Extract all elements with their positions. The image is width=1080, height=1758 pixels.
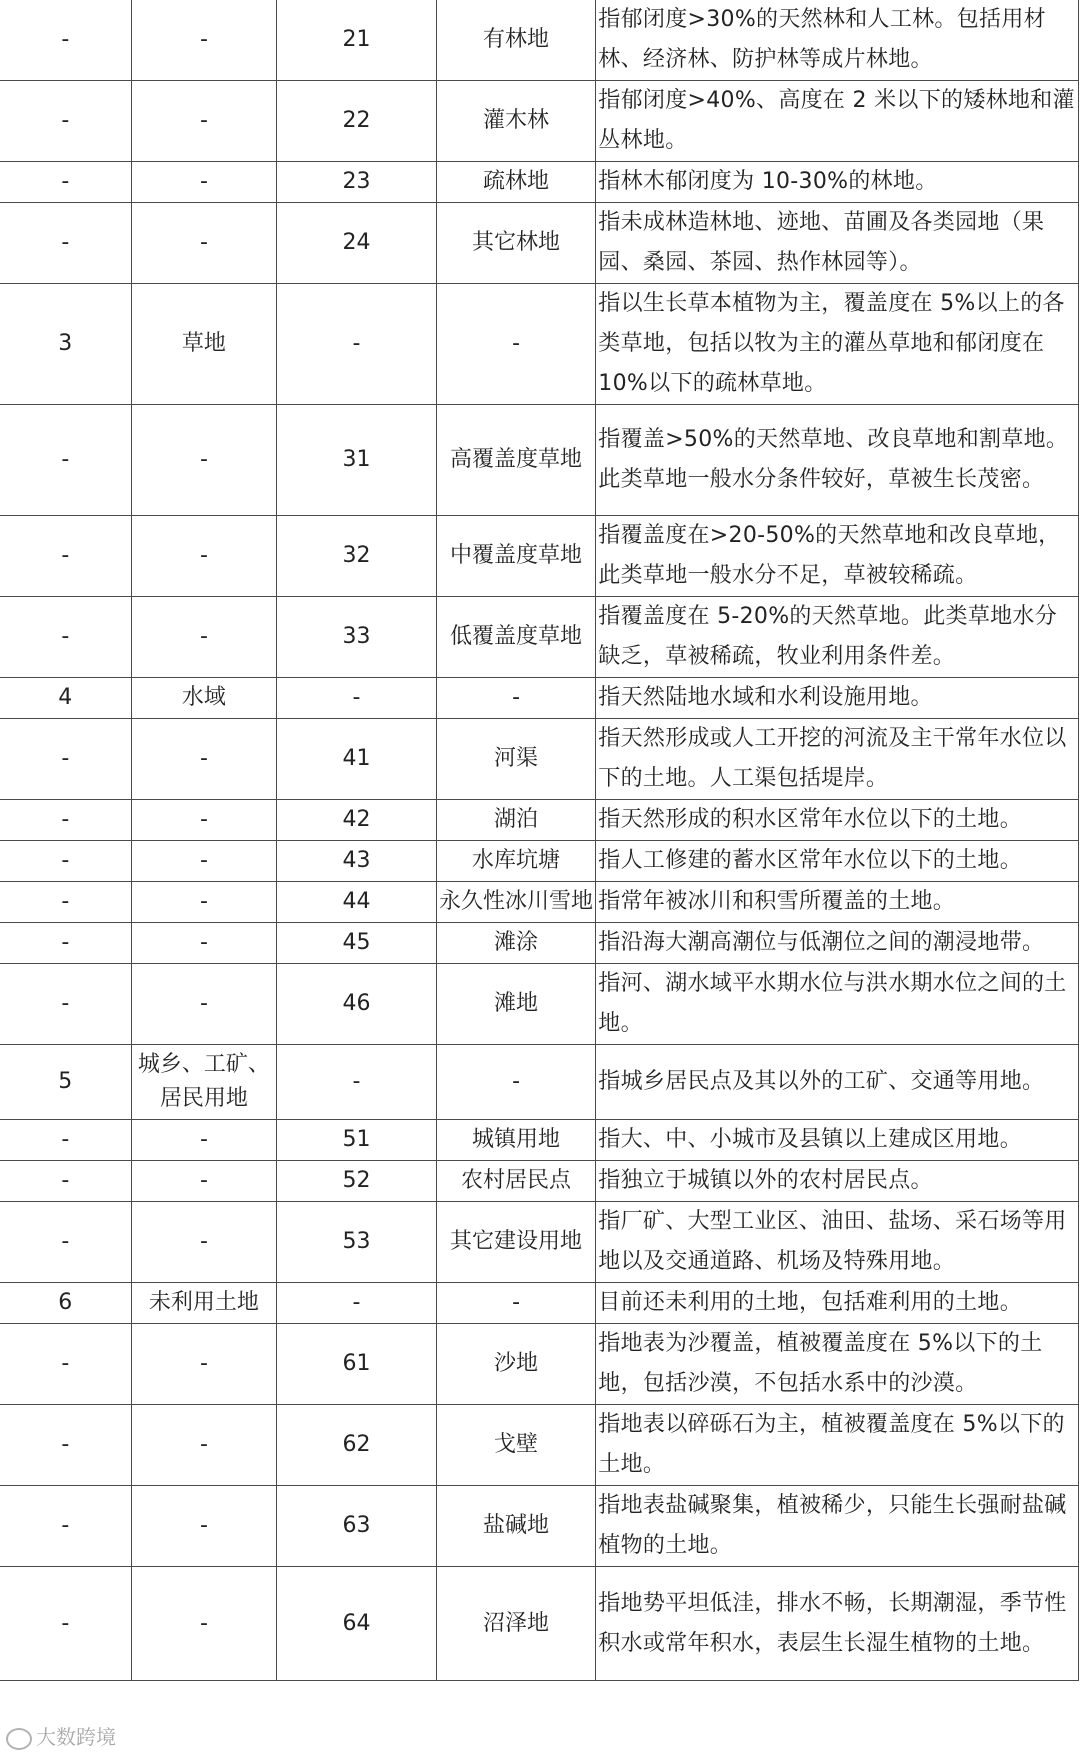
subcode-cell: 46 (277, 964, 437, 1045)
subcategory-cell: 其它林地 (436, 203, 596, 284)
subcategory-cell: 城镇用地 (436, 1120, 596, 1161)
subcode-cell: 43 (277, 841, 437, 882)
category-cell: 草地 (131, 284, 277, 405)
subcategory-cell: 沼泽地 (436, 1567, 596, 1681)
table-row (0, 1120, 1079, 1161)
watermark-text: 大数跨境 (36, 1725, 116, 1749)
category-cell: - (131, 923, 277, 964)
subcode-cell: 23 (277, 162, 437, 203)
subcategory-cell: 农村居民点 (436, 1161, 596, 1202)
description-cell: 指地势平坦低洼，排水不畅，长期潮湿，季节性积水或常年积水，表层生长湿生植物的土地。 (596, 1567, 1079, 1681)
subcode-cell: 33 (277, 597, 437, 678)
description-cell: 指天然陆地水域和水利设施用地。 (596, 678, 1079, 719)
code-cell: - (0, 923, 131, 964)
subcategory-cell: 其它建设用地 (436, 1202, 596, 1283)
code-cell: - (0, 162, 131, 203)
subcode-cell: - (277, 284, 437, 405)
description-cell: 指郁闭度>40%、高度在 2 米以下的矮林地和灌丛林地。 (596, 81, 1079, 162)
description-cell: 指以生长草本植物为主，覆盖度在 5%以上的各类草地，包括以牧为主的灌丛草地和郁闭度在 10%以下的疏林草地。 (596, 284, 1079, 405)
table-row (0, 1567, 1079, 1681)
table-row (0, 284, 1079, 405)
subcode-cell: 52 (277, 1161, 437, 1202)
description-cell: 指厂矿、大型工业区、油田、盐场、采石场等用地以及交通道路、机场及特殊用地。 (596, 1202, 1079, 1283)
subcode-cell: 24 (277, 203, 437, 284)
description-cell: 指地表为沙覆盖，植被覆盖度在 5%以下的土地，包括沙漠，不包括水系中的沙漠。 (596, 1324, 1079, 1405)
subcode-cell: 32 (277, 516, 437, 597)
category-cell: - (131, 1405, 277, 1486)
code-cell: - (0, 1324, 131, 1405)
code-cell: 3 (0, 284, 131, 405)
code-cell: - (0, 964, 131, 1045)
category-cell: - (131, 1324, 277, 1405)
category-cell: - (131, 405, 277, 516)
code-cell: - (0, 203, 131, 284)
code-cell: - (0, 81, 131, 162)
category-cell: - (131, 0, 277, 81)
table-row (0, 81, 1079, 162)
description-cell: 指城乡居民点及其以外的工矿、交通等用地。 (596, 1045, 1079, 1120)
subcode-cell: 53 (277, 1202, 437, 1283)
subcategory-cell: 沙地 (436, 1324, 596, 1405)
code-cell: - (0, 841, 131, 882)
description-cell: 指人工修建的蓄水区常年水位以下的土地。 (596, 841, 1079, 882)
table-row (0, 1486, 1079, 1567)
description-cell: 指覆盖度在>20-50%的天然草地和改良草地，此类草地一般水分不足，草被较稀疏。 (596, 516, 1079, 597)
category-cell: - (131, 1486, 277, 1567)
table-row (0, 1161, 1079, 1202)
category-cell: 城乡、工矿、居民用地 (131, 1045, 277, 1120)
description-cell: 指天然形成或人工开挖的河流及主干常年水位以下的土地。人工渠包括堤岸。 (596, 719, 1079, 800)
subcode-cell: 51 (277, 1120, 437, 1161)
code-cell: - (0, 1120, 131, 1161)
description-cell: 目前还未利用的土地，包括难利用的土地。 (596, 1283, 1079, 1324)
category-cell: - (131, 964, 277, 1045)
description-cell: 指未成林造林地、迹地、苗圃及各类园地（果园、桑园、茶园、热作林园等）。 (596, 203, 1079, 284)
category-cell: - (131, 1120, 277, 1161)
subcategory-cell: 滩地 (436, 964, 596, 1045)
subcategory-cell: 灌木林 (436, 81, 596, 162)
subcode-cell: 62 (277, 1405, 437, 1486)
table-row (0, 964, 1079, 1045)
table-row (0, 1405, 1079, 1486)
category-cell: - (131, 162, 277, 203)
category-cell: - (131, 516, 277, 597)
subcategory-cell: 盐碱地 (436, 1486, 596, 1567)
code-cell: - (0, 516, 131, 597)
table-row (0, 0, 1079, 81)
subcategory-cell: - (436, 1283, 596, 1324)
category-cell: - (131, 1567, 277, 1681)
code-cell: 5 (0, 1045, 131, 1120)
description-cell: 指郁闭度>30%的天然林和人工林。包括用材林、经济林、防护林等成片林地。 (596, 0, 1079, 81)
category-cell: - (131, 81, 277, 162)
description-cell: 指河、湖水域平水期水位与洪水期水位之间的土地。 (596, 964, 1079, 1045)
subcategory-cell: 戈壁 (436, 1405, 596, 1486)
category-cell: - (131, 841, 277, 882)
subcategory-cell: - (436, 284, 596, 405)
table-row (0, 597, 1079, 678)
subcategory-cell: - (436, 1045, 596, 1120)
subcode-cell: 31 (277, 405, 437, 516)
code-cell: - (0, 719, 131, 800)
code-cell: - (0, 800, 131, 841)
subcategory-cell: 河渠 (436, 719, 596, 800)
description-cell: 指地表盐碱聚集，植被稀少，只能生长强耐盐碱植物的土地。 (596, 1486, 1079, 1567)
table-row (0, 1202, 1079, 1283)
subcode-cell: 22 (277, 81, 437, 162)
description-cell: 指天然形成的积水区常年水位以下的土地。 (596, 800, 1079, 841)
subcode-cell: 44 (277, 882, 437, 923)
watermark (6, 1721, 116, 1750)
subcategory-cell: 低覆盖度草地 (436, 597, 596, 678)
code-cell: - (0, 882, 131, 923)
table-row (0, 516, 1079, 597)
description-cell: 指常年被冰川和积雪所覆盖的土地。 (596, 882, 1079, 923)
table-row (0, 203, 1079, 284)
code-cell: - (0, 0, 131, 81)
table-row (0, 923, 1079, 964)
description-cell: 指大、中、小城市及县镇以上建成区用地。 (596, 1120, 1079, 1161)
subcode-cell: 42 (277, 800, 437, 841)
brand-logo-icon (6, 1728, 32, 1750)
description-cell: 指独立于城镇以外的农村居民点。 (596, 1161, 1079, 1202)
subcode-cell: - (277, 1283, 437, 1324)
table-row (0, 1045, 1079, 1120)
subcode-cell: 45 (277, 923, 437, 964)
subcode-cell: 63 (277, 1486, 437, 1567)
subcategory-cell: 湖泊 (436, 800, 596, 841)
description-cell: 指覆盖度在 5-20%的天然草地。此类草地水分缺乏，草被稀疏，牧业利用条件差。 (596, 597, 1079, 678)
code-cell: 4 (0, 678, 131, 719)
subcode-cell: 61 (277, 1324, 437, 1405)
category-cell: - (131, 800, 277, 841)
subcategory-cell: 永久性冰川雪地 (436, 882, 596, 923)
table-row (0, 882, 1079, 923)
subcategory-cell: 水库坑塘 (436, 841, 596, 882)
category-cell: - (131, 597, 277, 678)
table-row (0, 800, 1079, 841)
subcode-cell: 64 (277, 1567, 437, 1681)
subcode-cell: 21 (277, 0, 437, 81)
code-cell: - (0, 1567, 131, 1681)
code-cell: - (0, 597, 131, 678)
code-cell: - (0, 1486, 131, 1567)
description-cell: 指覆盖>50%的天然草地、改良草地和割草地。此类草地一般水分条件较好，草被生长茂密。 (596, 405, 1079, 516)
table-row (0, 719, 1079, 800)
subcategory-cell: 高覆盖度草地 (436, 405, 596, 516)
category-cell: 未利用土地 (131, 1283, 277, 1324)
code-cell: - (0, 1202, 131, 1283)
category-cell: - (131, 719, 277, 800)
subcategory-cell: 中覆盖度草地 (436, 516, 596, 597)
subcategory-cell: - (436, 678, 596, 719)
category-cell: 水域 (131, 678, 277, 719)
subcategory-cell: 滩涂 (436, 923, 596, 964)
category-cell: - (131, 203, 277, 284)
subcategory-cell: 有林地 (436, 0, 596, 81)
table-row (0, 1324, 1079, 1405)
table-row (0, 162, 1079, 203)
description-cell: 指地表以碎砾石为主，植被覆盖度在 5%以下的土地。 (596, 1405, 1079, 1486)
table-row (0, 841, 1079, 882)
subcode-cell: 41 (277, 719, 437, 800)
category-cell: - (131, 1161, 277, 1202)
subcategory-cell: 疏林地 (436, 162, 596, 203)
category-cell: - (131, 1202, 277, 1283)
code-cell: 6 (0, 1283, 131, 1324)
table-row (0, 678, 1079, 719)
table-row (0, 405, 1079, 516)
category-cell: - (131, 882, 277, 923)
code-cell: - (0, 405, 131, 516)
subcode-cell: - (277, 1045, 437, 1120)
code-cell: - (0, 1161, 131, 1202)
description-cell: 指林木郁闭度为 10-30%的林地。 (596, 162, 1079, 203)
code-cell: - (0, 1405, 131, 1486)
table-row (0, 1283, 1079, 1324)
description-cell: 指沿海大潮高潮位与低潮位之间的潮浸地带。 (596, 923, 1079, 964)
subcode-cell: - (277, 678, 437, 719)
